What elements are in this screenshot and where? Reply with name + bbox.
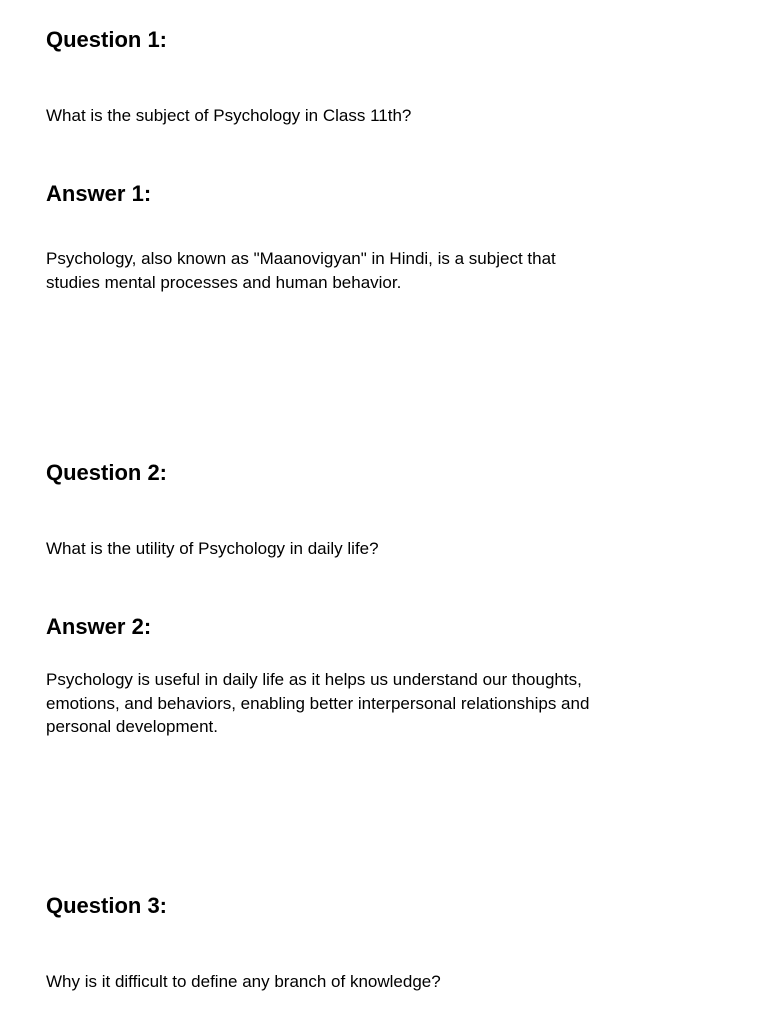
question-3-text: Why is it difficult to define any branch of knowledge?: [46, 972, 441, 991]
question-2-heading: Question 2:: [46, 460, 168, 485]
question-1-heading: Question 1:: [46, 27, 168, 52]
answer-2-text: Psychology is useful in daily life as it helps us understand our thoughts, emotions, and behaviors, enabling better interpersonal relationships and personal development.: [46, 670, 590, 736]
question-2-text: What is the utility of Psychology in daily life?: [46, 539, 379, 558]
answer-1-text: Psychology, also known as "Maanovigyan" in Hindi, is a subject that studies mental processes and human behavior.: [46, 249, 556, 292]
question-1-text: What is the subject of Psychology in Class 11th?: [46, 106, 412, 125]
question-3-heading: Question 3:: [46, 893, 168, 918]
answer-1-heading: Answer 1:: [46, 181, 152, 206]
answer-2-heading: Answer 2:: [46, 614, 152, 639]
